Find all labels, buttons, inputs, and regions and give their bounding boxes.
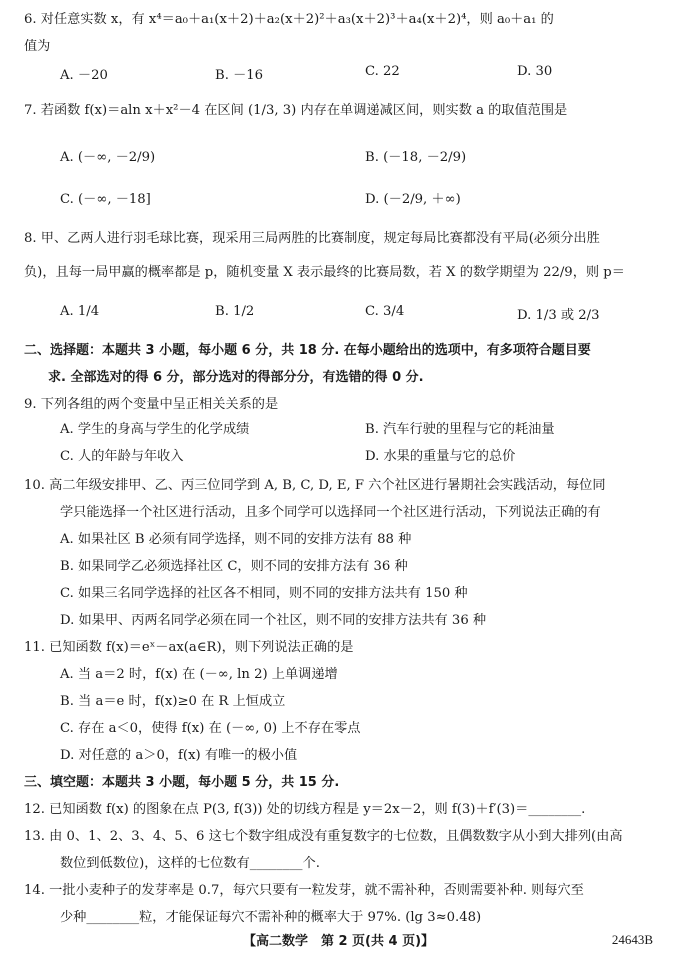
q11-option-a: A. 当 a＝2 时，f(x) 在 (－∞, ln 2) 上单调递增 [60, 667, 338, 682]
q8-option-d: D. 1/3 或 2/3 [517, 308, 600, 323]
q11-option-b: B. 当 a＝e 时，f(x)≥0 在 R 上恒成立 [60, 694, 286, 709]
q6-option-d: D. 30 [517, 64, 553, 79]
q10-option-c: C. 如果三名同学选择的社区各不相同，则不同的安排方法共有 150 种 [60, 586, 468, 601]
q6-stem-line2: 值为 [24, 39, 51, 54]
q8-option-b: B. 1/2 [215, 304, 255, 319]
q6-option-a: A. －20 [60, 68, 108, 83]
question-12 [24, 796, 655, 823]
q9-option-c: C. 人的年龄与年收入 [60, 449, 184, 464]
q10-option-b: B. 如果同学乙必须选择社区 C，则不同的安排方法有 36 种 [60, 559, 408, 574]
q9-option-b: B. 汽车行驶的里程与它的耗油量 [365, 422, 555, 437]
q14-stem-line1: 14. 一批小麦种子的发芽率是 0.7，每穴只要有一粒发芽，就不需补种，否则需要补种. 则每穴至 [24, 883, 584, 898]
q7-option-b: B. (－18, －2/9) [365, 150, 467, 165]
section-2-header [24, 337, 655, 391]
q6-option-c: C. 22 [365, 64, 400, 79]
question-14 [24, 877, 655, 931]
q11-option-c: C. 存在 a＜0，使得 f(x) 在 (－∞, 0) 上不存在零点 [60, 721, 361, 736]
q13-stem-line2: 数位到低数位)，这样的七位数有________个. [60, 856, 320, 871]
q7-option-d: D. (－2/9, ＋∞) [365, 192, 461, 207]
q8-stem-line2: 负)，且每一局甲赢的概率都是 p，随机变量 X 表示最终的比赛局数，若 X 的数学期望为 22/9，则 p＝ [24, 265, 625, 280]
question-8 [24, 222, 655, 290]
q6-option-b: B. －16 [215, 68, 264, 83]
section-2-line2: 求. 全部选对的得 6 分，部分选对的得部分分，有选错的得 0 分. [48, 370, 424, 385]
q9-option-d: D. 水果的重量与它的总价 [365, 449, 516, 464]
q11-option-d: D. 对任意的 a＞0，f(x) 有唯一的极小值 [60, 748, 298, 763]
question-7 [24, 97, 655, 124]
q12-stem: 12. 已知函数 f(x) 的图象在点 P(3, f(3)) 处的切线方程是 y＝2x－2，则 f(3)＋f′(3)＝________. [24, 802, 586, 817]
q7-stem-line1: 7. 若函数 f(x)＝aln x＋x²－4 在区间 (1/3, 3) 内存在单调递减区间，则实数 a 的取值范围是 [24, 103, 568, 118]
section-3-line1: 三、填空题：本题共 3 小题，每小题 5 分，共 15 分. [24, 775, 340, 790]
q7-option-a: A. (－∞, －2/9) [60, 150, 156, 165]
q8-option-c: C. 3/4 [365, 304, 405, 319]
page-footer: 【高二数学 第 2 页(共 4 页)】 [242, 934, 435, 949]
question-13 [24, 823, 655, 877]
q11-stem: 11. 已知函数 f(x)＝eˣ－ax(a∈R)，则下列说法正确的是 [24, 640, 354, 655]
question-11 [24, 634, 655, 769]
q10-option-d: D. 如果甲、丙两名同学必须在同一个社区，则不同的安排方法共有 36 种 [60, 613, 487, 628]
q13-stem-line1: 13. 由 0、1、2、3、4、5、6 这七个数字组成没有重复数字的七位数，且偶数数字从小到大排列(由高 [24, 829, 623, 844]
q14-stem-line2: 少种________粒，才能保证每穴不需补种的概率大于 97%. (lg 3≈0.48) [60, 910, 482, 925]
q9-option-a: A. 学生的身高与学生的化学成绩 [60, 422, 250, 437]
q10-stem-line2: 学只能选择一个社区进行活动，且多个同学可以选择同一个社区进行活动，下列说法正确的有 [60, 505, 601, 520]
q8-option-a: A. 1/4 [60, 304, 100, 319]
q10-stem-line1: 10. 高二年级安排甲、乙、丙三位同学到 A, B, C, D, E, F 六个社区进行暑期社会实践活动，每位同 [24, 478, 606, 493]
q9-stem: 9. 下列各组的两个变量中呈正相关关系的是 [24, 397, 279, 412]
q8-stem-line1: 8. 甲、乙两人进行羽毛球比赛，现采用三局两胜的比赛制度，规定每局比赛都没有平局(必须分出胜 [24, 231, 600, 246]
q6-stem-line1: 6. 对任意实数 x，有 x⁴＝a₀＋a₁(x＋2)＋a₂(x＋2)²＋a₃(x＋2)³＋a₄(x＋2)⁴，则 a₀＋a₁ 的 [24, 12, 554, 27]
question-9 [24, 391, 655, 418]
section-3-header [24, 769, 655, 796]
question-10 [24, 472, 655, 634]
q7-option-c: C. (－∞, －18] [60, 192, 151, 207]
section-2-line1: 二、选择题：本题共 3 小题，每小题 6 分，共 18 分. 在每小题给出的选项中，有多项符合题目要 [24, 343, 591, 358]
q10-option-a: A. 如果社区 B 必须有同学选择，则不同的安排方法有 88 种 [60, 532, 412, 547]
question-6 [24, 6, 655, 60]
paper-code: 24643B [611, 932, 653, 947]
